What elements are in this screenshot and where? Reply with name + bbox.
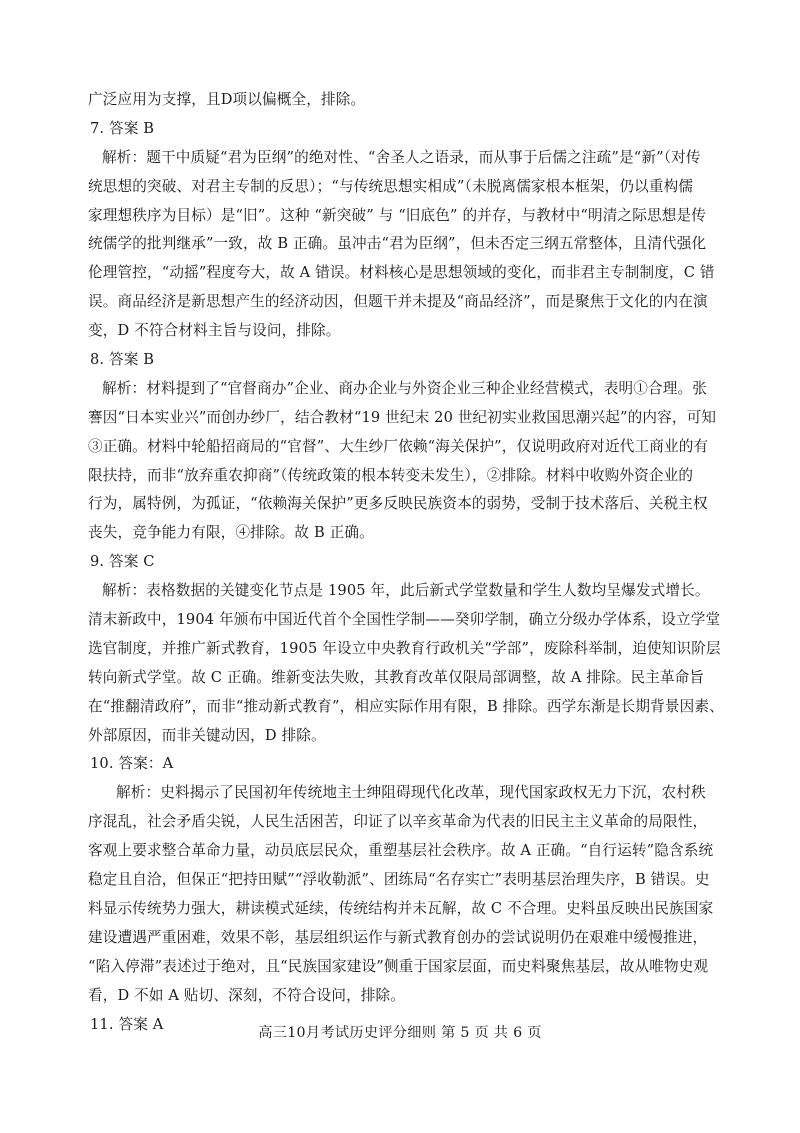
answer-heading: 9. 答案 C	[90, 553, 155, 571]
answer-heading: 10. 答案：A	[90, 755, 174, 773]
text-line: 选官制度，并推广新式教育，1905 年设立中央教育行政机关“学部”，废除科举制，迫使知识阶层	[88, 639, 721, 657]
text-line: 统思想的突破、对君主专制的反思）；“与传统思想实相成”（未脱离儒家根本框架，仍以重构儒	[88, 177, 694, 195]
text-line: 解析：史料揭示了民国初年传统地主士绅阻碍现代化改革，现代国家政权无力下沉，农村秩	[116, 784, 706, 802]
answer-heading: 8. 答案 B	[90, 351, 155, 369]
text-line: 稳定且自洽，但保正“把持田赋”“浮收勒派”、团练局“名存实亡”表明基层治理失序，B 错误。史	[88, 871, 710, 889]
text-line: 建设遭遇严重困难，效果不彰，基层组织运作与新式教育创办的尝试说明仍在艰难中缓慢推进，	[88, 928, 708, 946]
text-line: 解析：材料提到了“官督商办”企业、商办企业与外资企业三种企业经营模式，表明①合理。张	[102, 379, 707, 397]
text-line: 丧失，竞争能力有限，④排除。故 B 正确。	[88, 524, 374, 542]
text-line: ③正确。材料中轮船招商局的“官督”、大生纱厂依赖“海关保护”，仅说明政府对近代工商业的有	[88, 437, 709, 455]
text-line: “陷入停滞”表述过于绝对，且“民族国家建设”侧重于国家层面，而史料聚焦基层，故从唯物史观	[88, 957, 709, 975]
document-body	[88, 86, 724, 1039]
text-line: 看，D 不如 A 贴切、深刻，不符合设问，排除。	[88, 986, 406, 1004]
text-line: 解析：表格数据的关键变化节点是 1905 年，此后新式学堂数量和学生人数均呈爆发式增长。	[102, 582, 710, 600]
text-line: 广泛应用为支撑，且D项以偏概全，排除。	[88, 91, 366, 108]
text-line: 外部原因，而非关键动因，D 排除。	[88, 726, 326, 744]
text-line: 客观上要求整合革命力量，动员底层民众，重塑基层社会秩序。故 A 正确。“自行运转”隐含系统	[88, 842, 714, 860]
text-line: 謇因“日本实业兴”而创办纱厂，结合教材“19 世纪末 20 世纪初实业救国思潮兴起”的内容，可知	[88, 408, 717, 426]
text-line: 清末新政中，1904 年颁布中国近代首个全国性学制——癸卯学制，确立分级办学体系，设立学堂	[88, 611, 721, 629]
text-line: 变，D 不符合材料主旨与设问，排除。	[88, 322, 341, 340]
text-line: 料显示传统势力强大，耕读模式延续，传统结构并未瓦解，故 C 不合理。史料虽反映出民族国家	[88, 899, 714, 917]
text-line: 统儒学的批判继承”一致，故 B 正确。虽冲击“君为臣纲”，但未否定三纲五常整体，且清代强化	[88, 235, 707, 253]
text-line: 序混乱，社会矛盾尖锐，人民生活困苦，印证了以辛亥革命为代表的旧民主主义革命的局限性，	[88, 813, 708, 831]
text-line: 转向新式学堂。故 C 正确。维新变法失败，其教育改革仅限局部调整，故 A 排除。民主革命旨	[88, 668, 705, 686]
page-footer: 高三10月考试历史评分细则 第 5 页 共 6 页	[258, 1025, 542, 1041]
text-line: 家理想秩序为目标）是“旧”。这种 “新突破” 与 “旧底色” 的并存，与教材中“明清之际思想是传	[88, 206, 706, 224]
text-line: 行为，属特例，为孤证，“依赖海关保护”更多反映民族资本的弱势，受制于技术落后、关税主权	[88, 495, 708, 513]
text-line: 在“推翻清政府”，而非“推动新式教育”，相应实际作用有限，B 排除。西学东渐是长期背景因素、	[88, 697, 724, 715]
text-line: 限扶持，而非“放弃重农抑商”（传统政策的根本转变未发生），②排除。材料中收购外资企业的	[88, 466, 694, 484]
text-line: 误。商品经济是新思想产生的经济动因，但题干并未提及“商品经济”，而是聚焦于文化的内在演	[88, 293, 708, 311]
answer-heading: 11. 答案 A	[90, 1015, 164, 1033]
text-line: 伦理管控，“动摇”程度夸大，故 A 错误。材料核心是思想领域的变化，而非君主专制制度，C 错	[88, 264, 715, 282]
text-line: 解析：题干中质疑“君为臣纲”的绝对性、“舍圣人之语录，而从事于后儒之注疏”是“新”（对传	[102, 148, 701, 166]
answer-heading: 7. 答案 B	[90, 119, 155, 137]
